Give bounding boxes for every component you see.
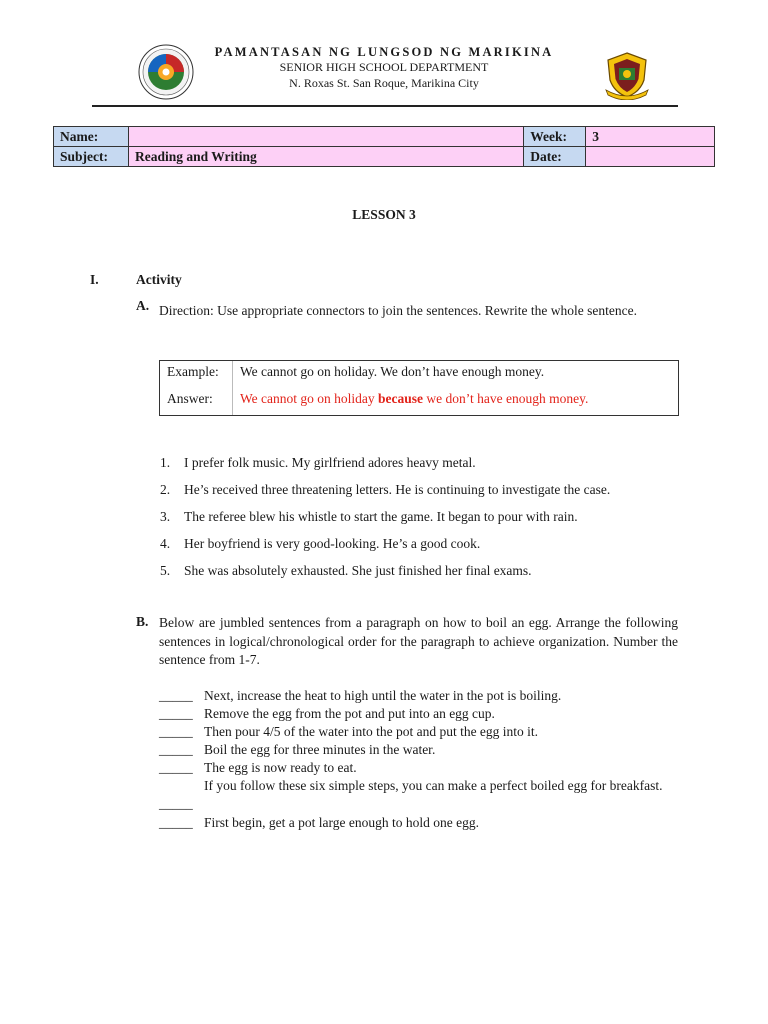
item-text: He’s received three threatening letters. He is continuing to investigate the case. (184, 482, 611, 497)
example-label: Example: (167, 364, 219, 379)
jumbled-sentence: First begin, get a pot large enough to hold one egg. (204, 815, 479, 830)
example-text: We cannot go on holiday. We don’t have enough money. (240, 364, 545, 379)
subject-field[interactable]: Reading and Writing (128, 147, 523, 167)
answer-text-start: We cannot go on holiday (240, 391, 379, 406)
item-text: The referee blew his whistle to start the game. It began to pour with rain. (184, 509, 578, 524)
answer-blank[interactable]: _____ (159, 760, 193, 775)
item-text: I prefer folk music. My girlfriend adores heavy metal. (184, 455, 476, 470)
answer-connector: because (378, 391, 424, 406)
section-title: Activity (136, 272, 182, 287)
answer-label: Answer: (167, 391, 213, 406)
department-name: SENIOR HIGH SCHOOL DEPARTMENT (279, 60, 489, 74)
header-divider (92, 105, 678, 107)
date-label: Date: (524, 147, 586, 167)
date-field[interactable] (586, 147, 715, 167)
table-row (54, 127, 715, 147)
part-a-direction: Direction: Use appropriate connectors to join the sentences. Rewrite the whole sentence. (159, 303, 637, 318)
answer-text (240, 391, 588, 407)
example-box (159, 360, 679, 416)
part-b-direction: Below are jumbled sentences from a paragraph on how to boil an egg. Arrange the following sentences in logical/chronological order for the paragraph to achieve organization. Number the sentence from 1-7. (159, 615, 678, 667)
jumbled-sentence: Remove the egg from the pot and put into an egg cup. (204, 706, 495, 721)
school-address: N. Roxas St. San Roque, Marikina City (289, 76, 479, 90)
list-item (159, 778, 671, 812)
name-label: Name: (54, 127, 129, 147)
part-a-letter: A. (136, 298, 150, 313)
section-numeral: I. (90, 272, 99, 287)
answer-blank[interactable]: _____ (159, 796, 193, 811)
item-number: 3. (160, 509, 171, 524)
list-item (159, 687, 671, 705)
list-item (159, 723, 671, 741)
answer-text-end: we don’t have enough money. (423, 391, 589, 406)
list-item (159, 759, 671, 777)
item-number: 4. (160, 536, 171, 551)
jumbled-sentence: Next, increase the heat to high until the water in the pot is boiling. (204, 688, 562, 703)
item-text: Her boyfriend is very good-looking. He’s a good cook. (184, 536, 481, 551)
item-number: 2. (160, 482, 171, 497)
list-item (159, 814, 671, 832)
jumbled-sentence: Then pour 4/5 of the water into the pot and put the egg into it. (204, 724, 539, 739)
jumbled-sentence: The egg is now ready to eat. (204, 760, 357, 775)
week-label: Week: (524, 127, 586, 147)
answer-blank[interactable]: _____ (159, 815, 193, 830)
jumbled-sentence: Boil the egg for three minutes in the water. (204, 742, 436, 757)
name-field[interactable] (128, 127, 523, 147)
answer-blank[interactable]: _____ (159, 706, 193, 721)
list-item (159, 741, 671, 759)
example-box-divider (232, 361, 233, 415)
lesson-title: LESSON 3 (352, 207, 416, 222)
item-number: 5. (160, 563, 171, 578)
subject-label: Subject: (54, 147, 129, 167)
item-text: She was absolutely exhausted. She just finished her final exams. (184, 563, 532, 578)
week-field[interactable]: 3 (586, 127, 715, 147)
answer-blank[interactable]: _____ (159, 724, 193, 739)
list-item (159, 705, 671, 723)
student-info-table (53, 126, 715, 167)
answer-blank[interactable]: _____ (159, 688, 193, 703)
item-number: 1. (160, 455, 171, 470)
answer-blank[interactable]: _____ (159, 742, 193, 757)
university-name: PAMANTASAN NG LUNGSOD NG MARIKINA (214, 45, 554, 59)
table-row (54, 147, 715, 167)
jumbled-sentence: If you follow these six simple steps, you can make a perfect boiled egg for breakfast. (204, 778, 663, 793)
part-b-letter: B. (136, 614, 149, 629)
